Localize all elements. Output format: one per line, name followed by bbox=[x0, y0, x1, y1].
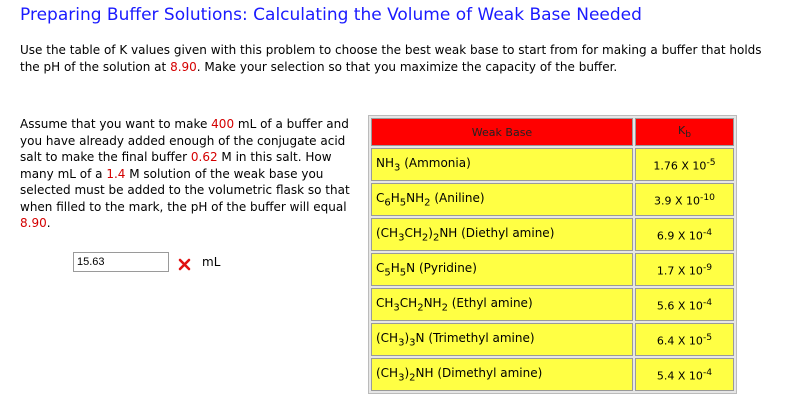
header-kb bbox=[635, 118, 734, 146]
header-k-label: K bbox=[677, 123, 686, 137]
kb-value-part: 1.76 X 10 bbox=[653, 159, 707, 173]
kb-value-part: 3.9 X 10 bbox=[654, 194, 701, 208]
weak-base-name-part: 5 bbox=[399, 197, 407, 209]
table-row bbox=[371, 288, 734, 321]
weak-base-name-part: 2 bbox=[424, 197, 431, 209]
answer-unit: mL bbox=[202, 255, 221, 269]
weak-base-name-part: N (Trimethyl amine) bbox=[415, 330, 535, 345]
kb-value bbox=[635, 323, 734, 356]
weak-base-name bbox=[371, 288, 633, 321]
weak-base-name-part: (CH bbox=[376, 330, 399, 345]
weak-base-name-part: 3 bbox=[393, 302, 400, 314]
buffer-volume: 400 bbox=[211, 117, 235, 131]
weak-base-name-part: ) bbox=[428, 225, 433, 240]
kb-value-part: 6.9 X 10 bbox=[656, 229, 703, 243]
kb-value-part: -4 bbox=[702, 296, 713, 308]
question-text-1: Assume that you want to make bbox=[20, 117, 212, 131]
weak-base-name-part: NH bbox=[376, 155, 394, 170]
weak-base-name-part: C bbox=[376, 260, 385, 275]
weak-base-name-part: 6 bbox=[384, 197, 391, 209]
kb-value bbox=[635, 288, 734, 321]
kb-value bbox=[635, 358, 734, 391]
weak-base-name bbox=[371, 148, 633, 181]
target-ph: 8.90 bbox=[20, 216, 47, 230]
weak-base-name-part: 3 bbox=[409, 337, 416, 349]
weak-base-name bbox=[371, 323, 633, 356]
question-text bbox=[20, 116, 352, 232]
weak-base-name-part: CH bbox=[376, 295, 394, 310]
weak-base-name-part: 3 bbox=[394, 162, 401, 174]
salt-concentration: 0.62 bbox=[190, 150, 218, 164]
kb-value-part: -9 bbox=[702, 261, 713, 273]
kb-value-part: 5.4 X 10 bbox=[656, 369, 703, 383]
header-k-subscript: b bbox=[685, 129, 692, 141]
kb-value-part: -5 bbox=[702, 331, 713, 343]
weak-base-name bbox=[371, 183, 633, 216]
page-title: Preparing Buffer Solutions: Calculating the Volume of Weak Base Needed bbox=[20, 5, 642, 25]
answer-row bbox=[73, 252, 220, 272]
table-row bbox=[371, 148, 734, 181]
weak-base-name-part: CH bbox=[399, 295, 418, 310]
kb-value bbox=[635, 148, 734, 181]
intro-text-part1: Use the table of K values given with this problem to choose the best weak base to start from for making a buffer that holds the pH of the solution at bbox=[20, 43, 762, 74]
weak-base-name-part: (Ammonia) bbox=[400, 155, 471, 170]
weak-base-table-body bbox=[371, 148, 734, 391]
weak-base-name bbox=[371, 253, 633, 286]
weak-base-name-part: ) bbox=[404, 330, 410, 345]
weak-base-name-part: NH bbox=[406, 190, 425, 205]
kb-value-part: -5 bbox=[706, 156, 716, 168]
weak-base-name-part: 3 bbox=[398, 372, 405, 384]
weak-base-name-part: (CH bbox=[376, 225, 399, 240]
weak-base-name-part: N (Pyridine) bbox=[406, 260, 477, 275]
kb-value-part: 1.7 X 10 bbox=[656, 264, 703, 278]
question-text-2: mL of a buffer and you have already added enough of the conjugate acid salt to make the final buffer bbox=[20, 117, 349, 164]
weak-base-name-part: C bbox=[376, 190, 385, 205]
table-row bbox=[371, 183, 734, 216]
kb-value-part: -4 bbox=[702, 366, 713, 378]
weak-base-name-part: 5 bbox=[399, 267, 407, 279]
weak-base-name bbox=[371, 358, 633, 391]
weak-base-name-part: NH (Diethyl amine) bbox=[439, 225, 555, 240]
kb-value-part: -10 bbox=[700, 191, 715, 203]
weak-base-name-part: H bbox=[390, 190, 400, 205]
weak-base-name-part: NH bbox=[423, 295, 442, 310]
weak-base-name-part: NH (Dimethyl amine) bbox=[415, 365, 543, 380]
header-weak-base: Weak Base bbox=[371, 118, 633, 146]
kb-value-part: 6.4 X 10 bbox=[656, 334, 703, 348]
weak-base-name-part: 3 bbox=[398, 232, 405, 244]
incorrect-x-icon bbox=[178, 256, 191, 269]
answer-input[interactable] bbox=[73, 252, 169, 272]
question-text-4: M solution of the weak base you selected must be added to the volumetric flask so that when filled to the mark, the pH of the buffer will equal bbox=[20, 166, 350, 214]
weak-base-name-part: 2 bbox=[409, 372, 416, 384]
weak-base-name-part: ) bbox=[404, 365, 410, 380]
weak-base-table bbox=[368, 115, 737, 394]
kb-value-part: 5.6 X 10 bbox=[656, 299, 703, 313]
table-row bbox=[371, 253, 734, 286]
table-row bbox=[371, 358, 734, 391]
weak-base-name-part: H bbox=[390, 260, 400, 275]
intro-text bbox=[20, 42, 780, 76]
table-row bbox=[371, 218, 734, 251]
weak-base-name-part: 2 bbox=[441, 302, 448, 314]
kb-value bbox=[635, 253, 734, 286]
weak-base-name-part: (Aniline) bbox=[430, 190, 485, 205]
base-concentration: 1.4 bbox=[106, 166, 126, 181]
weak-base-name-part: CH bbox=[404, 225, 422, 240]
weak-base-name-part: (CH bbox=[376, 365, 399, 380]
kb-value-part: -4 bbox=[702, 226, 713, 238]
weak-base-name-part: (Ethyl amine) bbox=[447, 295, 533, 310]
question-text-3: M in this salt. How many mL of a bbox=[20, 150, 332, 181]
weak-base-name-part: 3 bbox=[398, 337, 405, 349]
weak-base-name-part: 2 bbox=[417, 302, 424, 314]
question-text-5: . bbox=[46, 216, 51, 230]
table-row bbox=[371, 323, 734, 356]
kb-value bbox=[635, 183, 734, 216]
weak-base-name bbox=[371, 218, 633, 251]
intro-target-ph: 8.90 bbox=[170, 60, 197, 74]
intro-text-part2: . Make your selection so that you maximize the capacity of the buffer. bbox=[196, 60, 618, 74]
weak-base-name-part: 2 bbox=[421, 232, 429, 244]
weak-base-name-part: 5 bbox=[384, 267, 391, 279]
weak-base-name-part: 2 bbox=[432, 232, 440, 244]
kb-value bbox=[635, 218, 734, 251]
